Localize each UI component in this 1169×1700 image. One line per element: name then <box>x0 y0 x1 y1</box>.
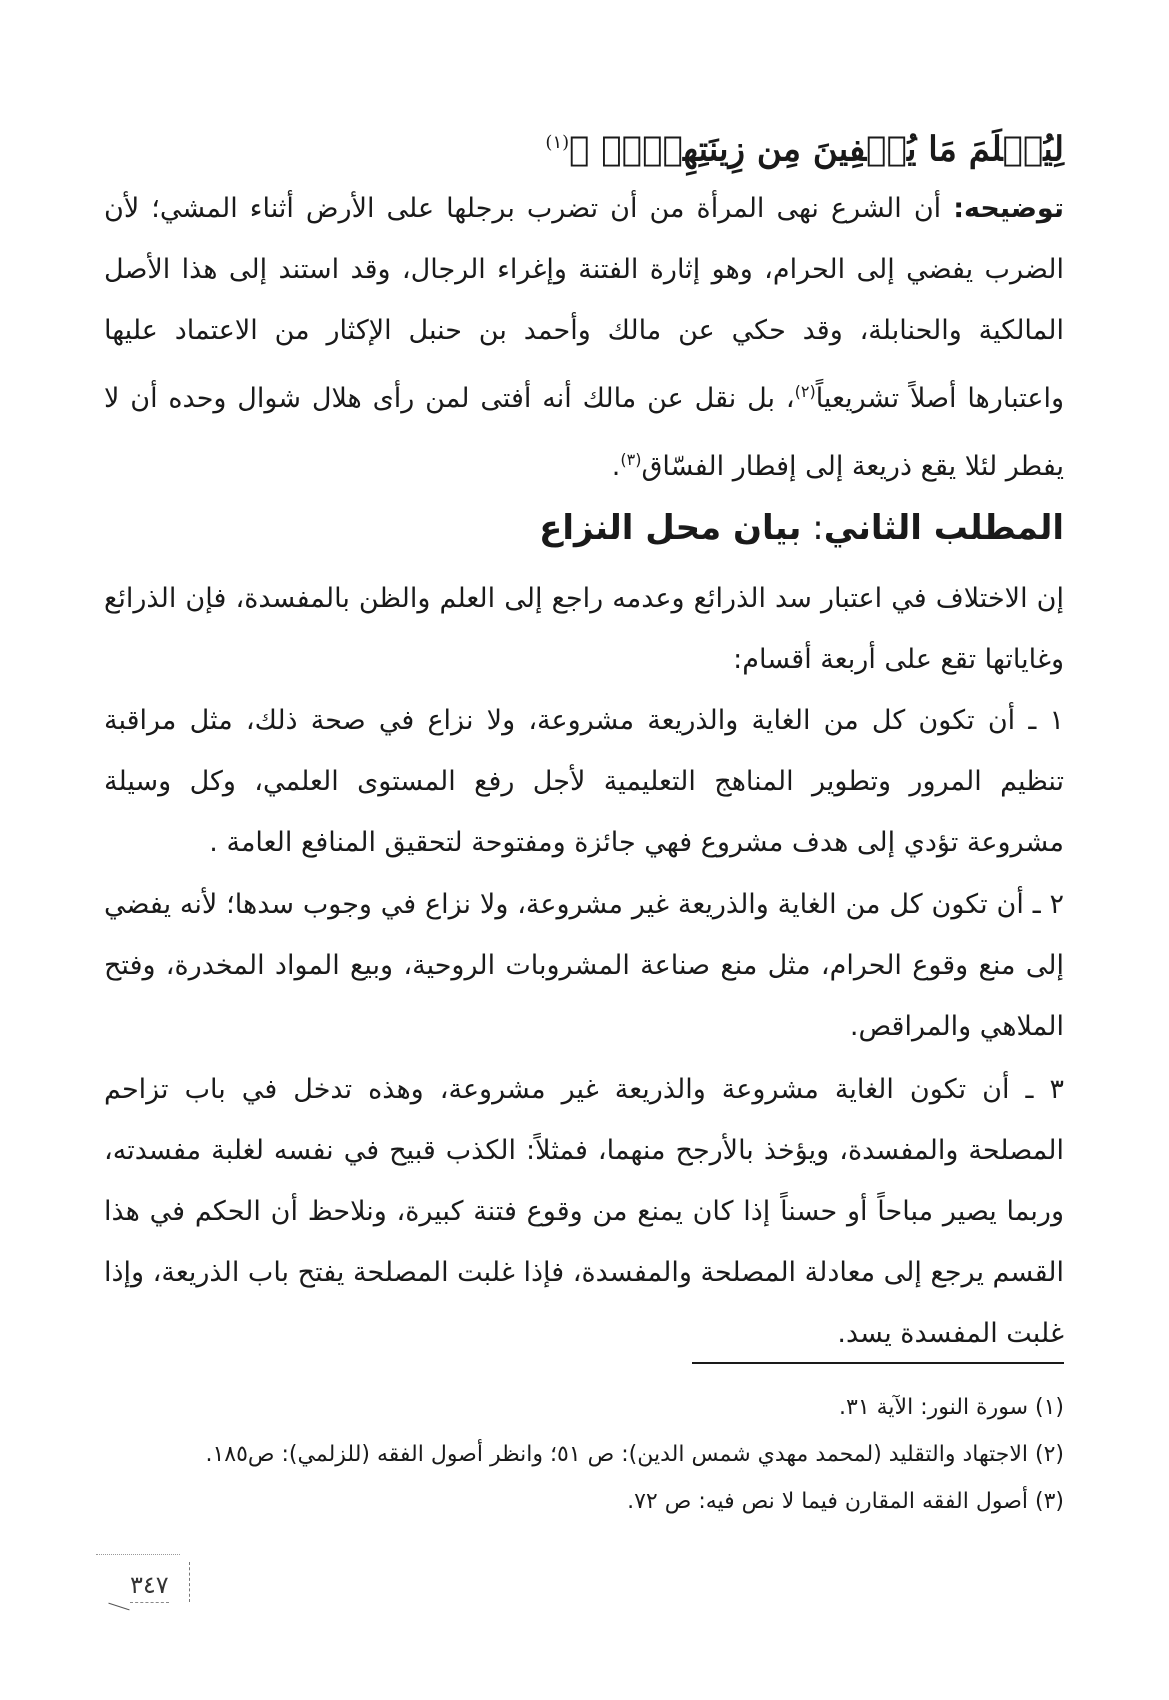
quran-verse <box>545 118 1064 174</box>
footnote-1: (١) سورة النور: الآية ٣١. <box>839 1395 1064 1420</box>
section-heading <box>539 500 1064 556</box>
footnotes <box>104 1384 1064 1525</box>
section-heading-title: بيان محل النزاع <box>539 508 802 548</box>
verse-text: لِيُعۡلَمَ مَا يُخۡفِينَ مِن زِينَتِهِنَّۚ ﴾ <box>569 129 1064 170</box>
explanation-text-c: . <box>611 451 621 482</box>
section-heading-separator: : <box>801 508 824 548</box>
footnote-ref-2: (٢) <box>794 382 816 401</box>
footnote-2: (٢) الاجتهاد والتقليد (لمحمد مهدي شمس الدين): ص ٥١؛ وانظر أصول الفقه (للزلمي): ص١٨٥. <box>205 1442 1064 1467</box>
explanation-paragraph <box>104 178 1064 497</box>
section-heading-lead: المطلب الثاني <box>823 508 1064 548</box>
list-item: ٣ ـ أن تكون الغاية مشروعة والذريعة غير مشروعة، وهذه تدخل في باب تزاحم المصلحة والمفسدة، ويؤخذ بالأرجح منهما، فمثلاً: الكذب قبيح في نفسه لغلبة مفسدته، وربما يصير مباحاً أو حسناً إذا كان يمنع من وقوع فتنة كبيرة، ونلاحظ أن الحكم في هذا القسم يرجع إلى معادلة المصلحة والمفسدة، فإذا غلبت المصلحة يفتح باب الذريعة، وإذا غلبت المفسدة يسد. <box>104 1074 1064 1349</box>
list-item: ١ ـ أن تكون كل من الغاية والذريعة مشروعة، ولا نزاع في صحة ذلك، مثل مراقبة تنظيم المرور وتطوير المناهج التعليمية لأجل رفع المستوى العلمي، وكل وسيلة مشروعة تؤدي إلى هدف مشروع فهي جائزة ومفتوحة لتحقيق المنافع العامة . <box>104 705 1064 858</box>
page-number: ٣٤٧ <box>130 1570 169 1603</box>
footnote-3: (٣) أصول الفقه المقارن فيما لا نص فيه: ص ٧٢. <box>627 1489 1064 1514</box>
page-number-divider <box>189 1562 190 1602</box>
explanation-text-a: أن الشرع نهى المرأة من أن تضرب برجلها على الأرض أثناء المشي؛ لأن الضرب يفضي إلى الحرام، وهو إثارة الفتنة وإغراء الرجال، وقد استند إلى هذا الأصل المالكية والحنابلة، وقد حكي عن مالك وأحمد بن حنبل الإكثار من الاعتماد عليها واعتبارها أصلاً تشريعياً <box>104 193 1065 414</box>
verse-footnote-ref: (١) <box>545 132 570 153</box>
footnote-divider <box>692 1362 1064 1364</box>
footnote-ref-3: (٣) <box>620 450 642 469</box>
intro-paragraph: إن الاختلاف في اعتبار سد الذرائع وعدمه راجع إلى العلم والظن بالمفسدة، فإن الذرائع وغاياتها تقع على أربعة أقسام: <box>104 583 1064 675</box>
corner-mark <box>108 1603 129 1611</box>
scan-artifact-line <box>96 1554 180 1555</box>
list-item: ٢ ـ أن تكون كل من الغاية والذريعة غير مشروعة، ولا نزاع في وجوب سدها؛ لأنه يفضي إلى منع وقوع الحرام، مثل منع صناعة المشروبات الروحية، وبيع المواد المخدرة، وفتح الملاهي والمراقص. <box>104 889 1064 1042</box>
explanation-text-b: ، بل نقل عن مالك أنه أفتى لمن رأى هلال شوال وحده أن لا يفطر لئلا يقع ذريعة إلى إفطار الفسّاق <box>104 383 1064 482</box>
explanation-lead: توضيحه: <box>953 193 1064 224</box>
